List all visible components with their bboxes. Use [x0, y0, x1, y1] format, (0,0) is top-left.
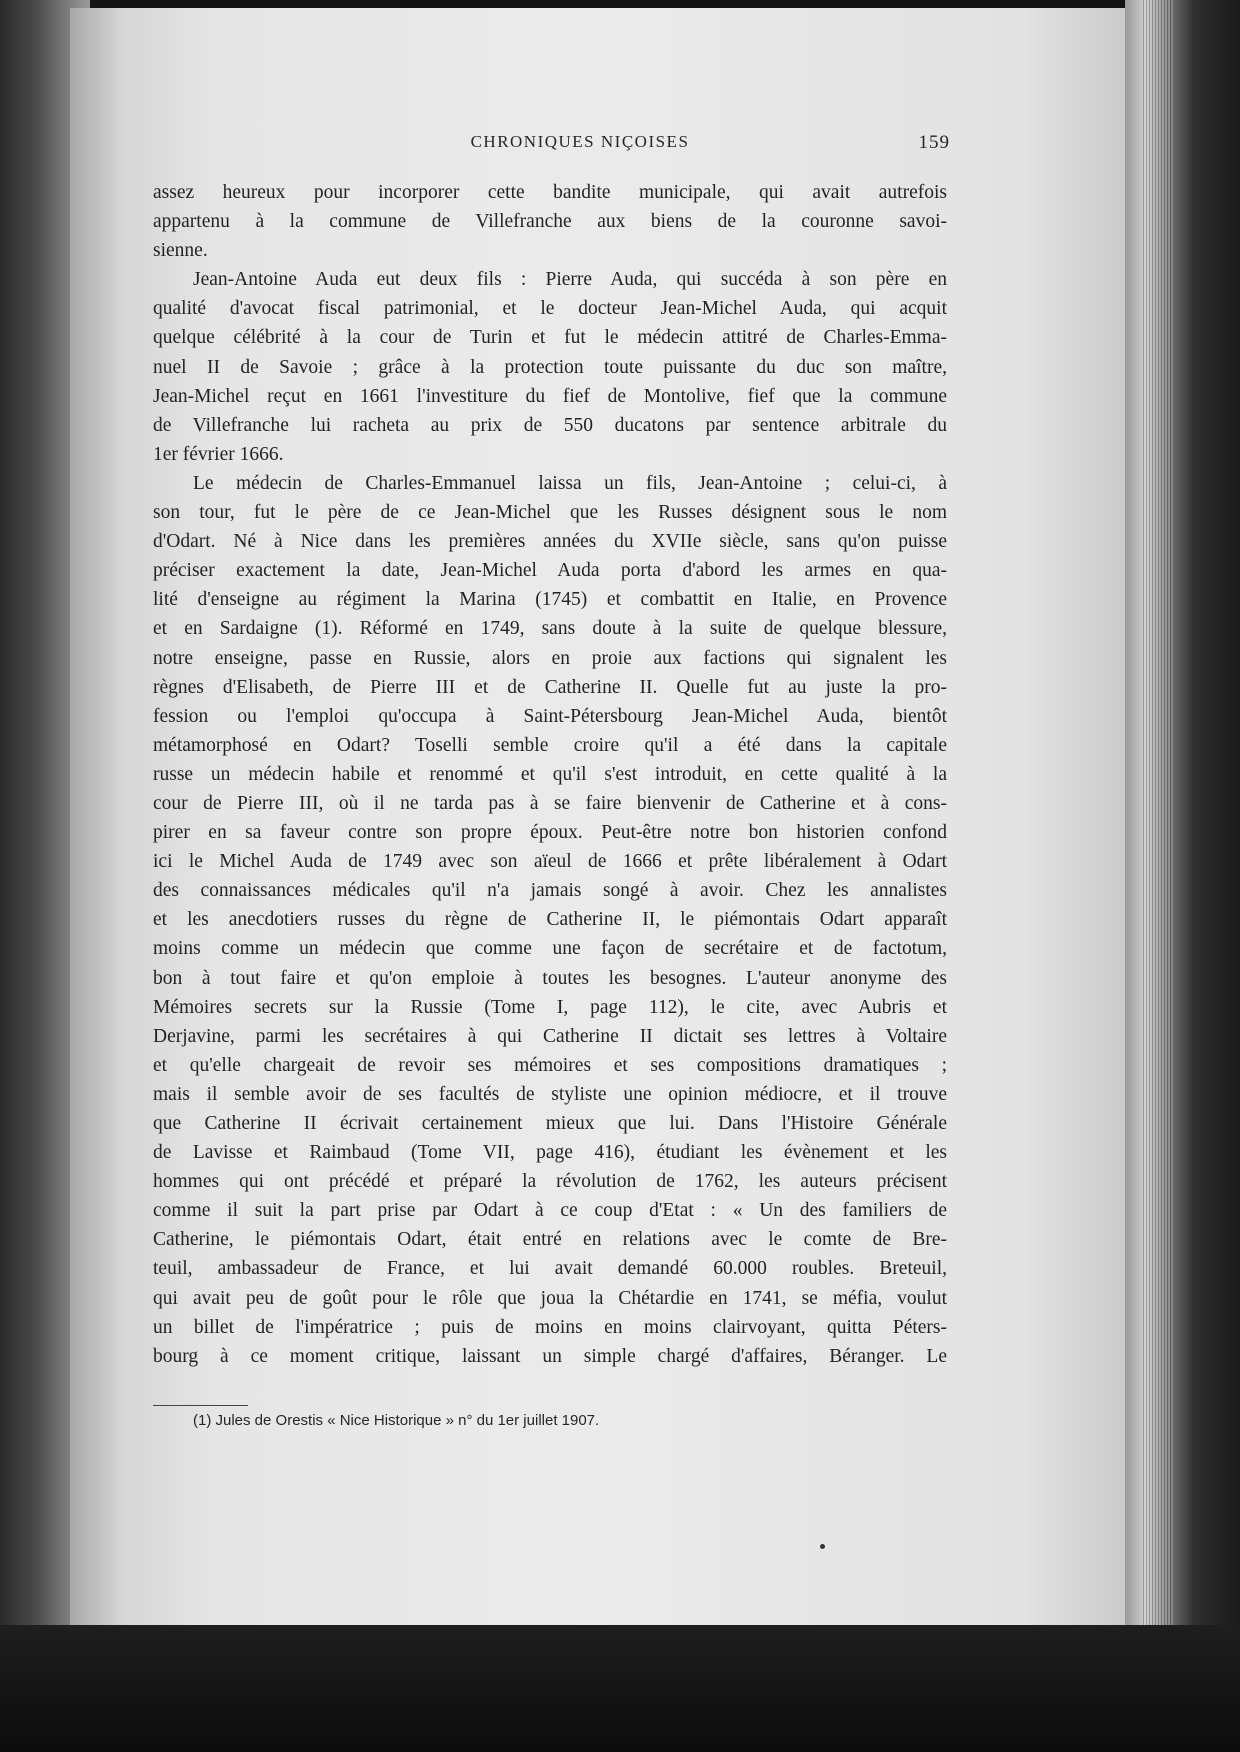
- ink-dot: [820, 1544, 825, 1549]
- text-line: préciser exactement la date, Jean-Michel Auda porta d'abord les armes en qua-: [153, 560, 947, 582]
- footnote: (1) Jules de Orestis « Nice Historique » n° du 1er juillet 1907.: [193, 1412, 600, 1429]
- text-line: appartenu à la commune de Villefranche aux biens de la couronne savoi-: [153, 211, 947, 233]
- text-line: des connaissances médicales qu'il n'a jamais songé à avoir. Chez les annalistes: [153, 880, 947, 902]
- text-line: Catherine, le piémontais Odart, était entré en relations avec le comte de Bre-: [153, 1229, 947, 1251]
- text-line: de Lavisse et Raimbaud (Tome VII, page 416), étudiant les évènement et les: [153, 1142, 947, 1164]
- scan-bottom-shadow: [0, 1625, 1240, 1752]
- text-line: 1er février 1666.: [153, 443, 284, 465]
- text-line: Derjavine, parmi les secrétaires à qui Catherine II dictait ses lettres à Voltaire: [153, 1025, 947, 1047]
- text-line: teuil, ambassadeur de France, et lui avait demandé 60.000 roubles. Breteuil,: [153, 1258, 947, 1280]
- page-number: 159: [918, 132, 950, 153]
- text-line: Jean-Michel reçut en 1661 l'investiture du fief de Montolive, fief que la commune: [153, 385, 947, 407]
- text-line: bon à tout faire et qu'on emploie à toutes les besognes. L'auteur anonyme des: [153, 967, 947, 989]
- text-line: Jean-Antoine Auda eut deux fils : Pierre Auda, qui succéda à son père en: [193, 269, 947, 291]
- text-line: son tour, fut le père de ce Jean-Michel que les Russes désignent sous le nom: [153, 502, 947, 524]
- text-line: sienne.: [153, 240, 208, 262]
- text-line: bourg à ce moment critique, laissant un simple chargé d'affaires, Béranger. Le: [153, 1345, 947, 1367]
- text-line: règnes d'Elisabeth, de Pierre III et de Catherine II. Quelle fut au juste la pro-: [153, 676, 947, 698]
- text-line: de Villefranche lui racheta au prix de 550 ducatons par sentence arbitrale du: [153, 414, 947, 436]
- text-line: assez heureux pour incorporer cette bandite municipale, qui avait autrefois: [153, 182, 947, 203]
- text-line: Mémoires secrets sur la Russie (Tome I, page 112), le cite, avec Aubris et: [153, 996, 947, 1018]
- text-line: fession ou l'emploi qu'occupa à Saint-Pétersbourg Jean-Michel Auda, bientôt: [153, 705, 947, 727]
- text-line: notre enseigne, passe en Russie, alors en proie aux factions qui signalent les: [153, 647, 947, 669]
- text-line: métamorphosé en Odart? Toselli semble croire qu'il a été dans la capitale: [153, 734, 947, 756]
- text-line: comme il suit la part prise par Odart à ce coup d'Etat : « Un des familiers de: [153, 1200, 947, 1222]
- body-text: [153, 178, 947, 1371]
- running-title: CHRONIQUES NIÇOISES: [470, 132, 690, 151]
- text-line: qualité d'avocat fiscal patrimonial, et le docteur Jean-Michel Auda, qui acquit: [153, 298, 947, 320]
- text-line: russe un médecin habile et renommé et qu'il s'est introduit, en cette qualité à la: [153, 763, 947, 785]
- text-line: cour de Pierre III, où il ne tarda pas à se faire bienvenir de Catherine et à cons-: [153, 792, 947, 814]
- text-line: ici le Michel Auda de 1749 avec son aïeul de 1666 et prête libéralement à Odart: [153, 851, 947, 873]
- text-line: et en Sardaigne (1). Réformé en 1749, sans doute à la suite de quelque blessure,: [153, 618, 947, 640]
- text-line: que Catherine II écrivait certainement mieux que lui. Dans l'Histoire Générale: [153, 1113, 947, 1134]
- text-line: hommes qui ont précédé et préparé la révolution de 1762, les auteurs précisent: [153, 1171, 947, 1193]
- text-line: lité d'enseigne au régiment la Marina (1745) et combattit en Italie, en Provence: [153, 589, 947, 611]
- text-line: d'Odart. Né à Nice dans les premières années du XVIIe siècle, sans qu'on puisse: [153, 531, 947, 553]
- text-line: quelque célébrité à la cour de Turin et fut le médecin attitré de Charles-Emma-: [153, 327, 947, 349]
- text-line: moins comme un médecin que comme une façon de secrétaire et de factotum,: [153, 938, 947, 960]
- text-line: Le médecin de Charles-Emmanuel laissa un fils, Jean-Antoine ; celui-ci, à: [193, 472, 947, 494]
- text-line: nuel II de Savoie ; grâce à la protection toute puissante du duc son maître,: [153, 356, 947, 378]
- text-line: pirer en sa faveur contre son propre époux. Peut-être notre bon historien confond: [153, 822, 947, 844]
- text-line: qui avait peu de goût pour le rôle que joua la Chétardie en 1741, se méfia, voulut: [153, 1287, 947, 1309]
- page-header: [150, 132, 950, 158]
- text-line: mais il semble avoir de ses facultés de styliste une opinion médiocre, et il trouve: [153, 1083, 947, 1105]
- text-line: un billet de l'impératrice ; puis de moins en moins clairvoyant, quitta Péters-: [153, 1316, 947, 1338]
- text-line: et qu'elle chargeait de revoir ses mémoires et ses compositions dramatiques ;: [153, 1054, 947, 1076]
- page-stack-edge: [1125, 0, 1240, 1640]
- text-line: et les anecdotiers russes du règne de Catherine II, le piémontais Odart apparaît: [153, 909, 947, 931]
- footnote-divider: [153, 1405, 248, 1406]
